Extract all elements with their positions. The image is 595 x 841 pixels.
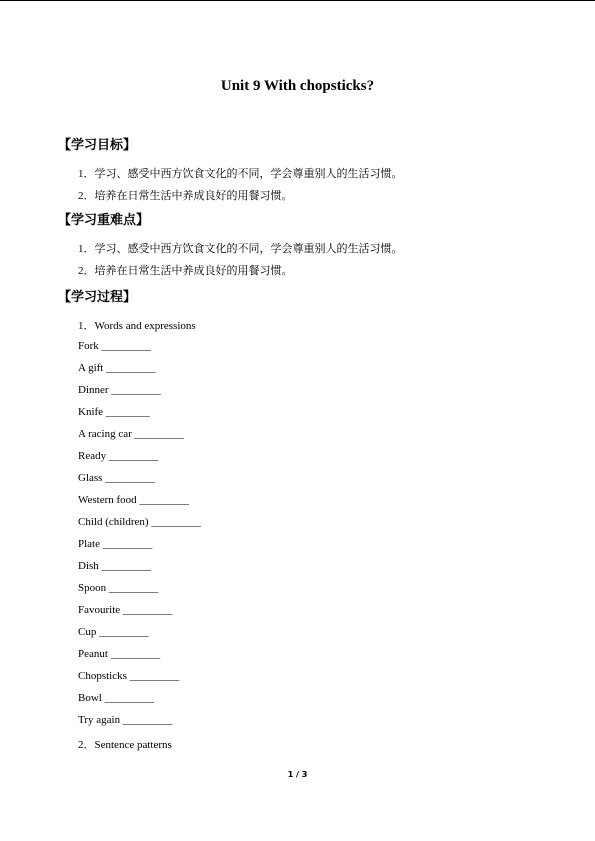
vocab-line: Glass _________	[78, 472, 155, 484]
vocab-line: Bowl _________	[78, 692, 155, 704]
vocab-line: Dinner _________	[78, 384, 161, 396]
page-number: 1 / 3	[287, 770, 308, 779]
vocab-line: Plate _________	[78, 538, 153, 550]
vocab-line: Child (children) _________	[78, 516, 201, 528]
section-heading-key-points: 【学习重难点】	[58, 213, 150, 228]
vocab-line: A racing car _________	[78, 428, 184, 440]
section-heading-process: 【学习过程】	[58, 290, 137, 305]
vocab-line: Dish _________	[78, 560, 152, 572]
key-point-item-1: 1．学习、感受中西方饮食文化的不同，学会尊重别人的生活习惯。	[78, 243, 403, 255]
vocab-line: Peanut _________	[78, 648, 161, 660]
vocab-line: Cup _________	[78, 626, 149, 638]
section-heading-objectives: 【学习目标】	[58, 138, 137, 153]
vocab-line: Western food _________	[78, 494, 189, 506]
process-subheading-words: 1．Words and expressions	[78, 320, 196, 332]
vocab-line: Chopsticks _________	[78, 670, 180, 682]
vocab-line: Favourite _________	[78, 604, 173, 616]
objective-item-2: 2．培养在日常生活中养成良好的用餐习惯。	[78, 190, 293, 202]
vocab-line: A gift _________	[78, 362, 156, 374]
page-title: Unit 9 With chopsticks?	[220, 78, 375, 94]
objective-item-1: 1．学习、感受中西方饮食文化的不同，学会尊重别人的生活习惯。	[78, 168, 403, 180]
vocab-line: Knife ________	[78, 406, 150, 418]
top-rule	[0, 0, 595, 1]
vocab-line: Spoon _________	[78, 582, 159, 594]
vocab-line: Fork _________	[78, 340, 152, 352]
process-subheading-sentences: 2．Sentence patterns	[78, 739, 172, 751]
vocab-line: Try again _________	[78, 714, 173, 726]
vocab-line: Ready _________	[78, 450, 159, 462]
key-point-item-2: 2．培养在日常生活中养成良好的用餐习惯。	[78, 265, 293, 277]
